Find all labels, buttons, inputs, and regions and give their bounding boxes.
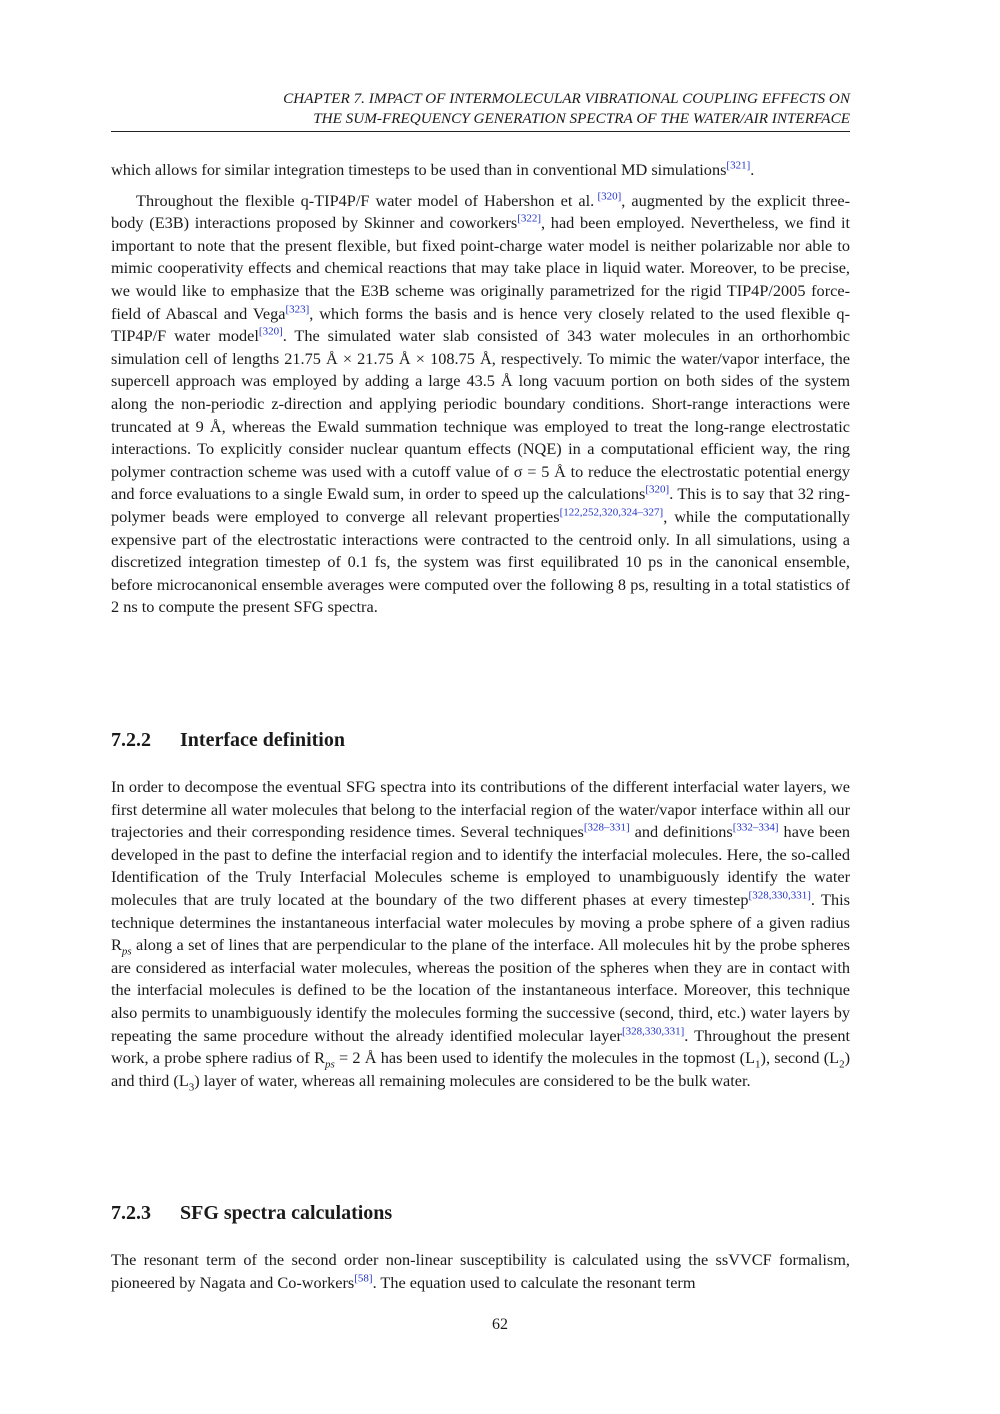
citation-link[interactable]: [328,330,331]: [748, 889, 811, 902]
citation-link[interactable]: [320]: [645, 483, 670, 496]
section-number: 7.2.2: [111, 729, 151, 751]
citation-link[interactable]: [122,252,320,324–327]: [559, 506, 664, 519]
section-title: Interface definition: [180, 729, 345, 751]
running-header-line-2: THE SUM-FREQUENCY GENERATION SPECTRA OF THE WATER/AIR INTERFACE: [313, 110, 850, 127]
citation-link[interactable]: [328–331]: [583, 821, 630, 834]
running-header-line-1: CHAPTER 7. IMPACT OF INTERMOLECULAR VIBRATIONAL COUPLING EFFECTS ON: [283, 90, 850, 107]
paragraph-sfg-calculations: The resonant term of the second order non-linear susceptibility is calculated using the ssVVCF formalism, pioneered by Nagata and Co-workers[58]. The equation used to calculate the resonant term: [111, 1250, 850, 1292]
body-block-top: [111, 159, 850, 619]
section-heading-interface-definition: [111, 727, 345, 753]
running-header: [111, 89, 850, 132]
body-block-sfg: [111, 1249, 850, 1294]
section-title: SFG spectra calculations: [180, 1202, 393, 1224]
paragraph-methods: Throughout the flexible q-TIP4P/F water model of Habershon et al. [320], augmented by the explicit three-body (E3B) interactions proposed by Skinner and coworkers[322], had been employed. Nevertheless, we find it important to note that the present flexible, but fixed point-charge water model is neither polarizable nor able to mimic cooperativity effects and chemical reactions that may take place in liquid water. Moreover, to be precise, we would like to emphasize that the E3B scheme was originally parametrized for the rigid TIP4P/2005 force-field of Abascal and Vega[323], which forms the basis and is hence very closely related to the used flexible q-TIP4P/F water model[320]. The simulated water slab consisted of 343 water molecules in an orthorhombic simulation cell of lengths 21.75 Å × 21.75 Å × 108.75 Å, respectively. To mimic the water/vapor interface, the supercell approach was employed by adding a large 43.5 Å long vacuum portion on both sides of the system along the non-periodic z-direction and applying periodic boundary conditions. Short-range interactions were truncated at 9 Å, whereas the Ewald summation technique was employed to treat the long-range electrostatic interactions. To explicitly consider nuclear quantum effects (NQE) in a computational efficient way, the ring polymer contraction scheme was used with a cutoff value of σ = 5 Å to reduce the electrostatic potential energy and force evaluations to a single Ewald sum, in order to speed up the calculations[320]. This is to say that 32 ring-polymer beads were employed to converge all relevant properties[122,252,320,324–327], while the computationally expensive part of the electrostatic interactions were contracted to the centroid only. In all simulations, using a discretized integration timestep of 0.1 fs, the system was first equilibrated 10 ps in the canonical ensemble, before microcanonical ensemble averages were computed over the following 8 ps, resulting in a total statistics of 2 ns to compute the present SFG spectra.: [111, 190, 851, 617]
body-block-interface: [111, 776, 850, 1092]
citation-link[interactable]: [332–334]: [732, 821, 779, 834]
paragraph-continuation: which allows for similar integration timesteps to be used than in conventional MD simulations[321].: [111, 159, 755, 179]
citation-link[interactable]: [58]: [354, 1272, 373, 1285]
citation-link[interactable]: [328,330,331]: [621, 1025, 685, 1038]
citation-link[interactable]: [320]: [258, 325, 283, 338]
citation-link[interactable]: [321]: [726, 159, 751, 172]
section-heading-sfg-spectra: [111, 1200, 392, 1226]
page-number: 62: [492, 1316, 508, 1333]
citation-link[interactable]: [320]: [597, 190, 622, 203]
section-number: 7.2.3: [111, 1202, 151, 1224]
citation-link[interactable]: [322]: [517, 212, 542, 225]
paragraph-interface-definition: In order to decompose the eventual SFG spectra into its contributions of the different interfacial water layers, we first determine all water molecules that belong to the interfacial region of the water/vapor interface within all our trajectories and their corresponding residence times. Several techniques[328–331] and definitions[332–334] have been developed in the past to define the interfacial region and to identify the interfacial molecules. Here, the so-called Identification of the Truly Interfacial Molecules scheme is employed to unambiguously identify the water molecules that are truly located at the boundary of the two different phases at every timestep[328,330,331]. This technique determines the instantaneous interfacial water molecules by moving a probe sphere of a given radius $R_{ps}$ along a set of lines that are perpendicular to the plane of the interface. All molecules hit by the probe spheres are considered as interfacial water molecules, whereas the position of the spheres when they are in contact with the interfacial molecules is defined to be the location of the instantaneous interface. Moreover, this technique also permits to unambiguously identify the molecules forming the successive (second, third, etc.) water layers by repeating the same procedure without the already identified molecular layer[328,330,331]. Throughout the present work, a probe sphere radius of $R_{ps} = 2$ Å has been used to identify the molecules in the topmost $(L_1)$, second $(L_2)$ and third $(L_3)$ layer of water, whereas all remaining molecules are considered to be the bulk water.: [111, 777, 850, 1093]
citation-link[interactable]: [323]: [285, 303, 310, 316]
